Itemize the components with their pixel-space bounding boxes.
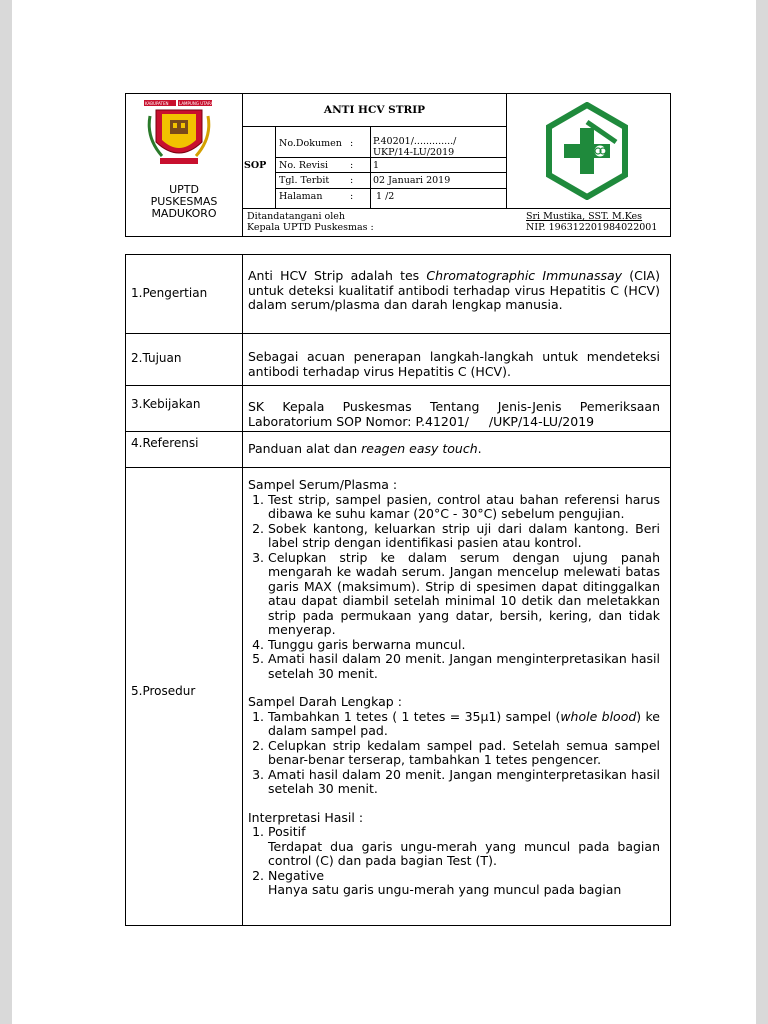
signer-name: Sri Mustika, SST. M.Kes <box>526 211 643 222</box>
interp-list <box>248 825 660 898</box>
sop-header-table <box>125 93 671 237</box>
document-title: ANTI HCV STRIP <box>323 104 426 116</box>
meta-sep-revisi: : <box>350 160 354 171</box>
serum-steps <box>248 493 660 682</box>
blood-steps <box>248 710 660 797</box>
interp-name: 2. Negative <box>268 867 325 883</box>
signed-by-line1: Ditandatangani oleh <box>247 211 346 222</box>
label-referensi: 4.Referensi <box>131 436 199 450</box>
serum-step: 2. Sobek kantong, keluarkan strip uji dari dalam kantong. Beri label strip dengan identifikasi pasien atau kontrol. <box>268 522 660 551</box>
serum-step: 5. Amati hasil dalam 20 menit. Jangan menginterpretasikan hasil setelah 30 menit. <box>268 652 660 681</box>
label-prosedur: 5.Prosedur <box>131 684 196 698</box>
signed-by-line2: Kepala UPTD Puskesmas : <box>247 222 374 233</box>
sop-content-table <box>125 254 671 926</box>
blood-title: Sampel Darah Lengkap : <box>248 694 402 709</box>
meta-label-terbit: Tgl. Terbit <box>279 175 330 186</box>
meta-value-halaman: 1 /2 <box>373 191 395 202</box>
org-name-line1: UPTD <box>169 183 199 196</box>
interp-name: 1. Positif <box>268 824 306 839</box>
org-name-line2: PUSKESMAS <box>150 195 218 208</box>
meta-sep-terbit: : <box>350 175 354 186</box>
serum-step: 4. Tunggu garis berwarna muncul. <box>268 638 660 653</box>
text-tujuan: Sebagai acuan penerapan langkah-langkah untuk mendeteksi antibodi terhadap virus Hepatitis C (HCV). <box>248 349 660 379</box>
interp-title: Interpretasi Hasil : <box>248 809 364 825</box>
text-referensi: Panduan alat dan reagen easy touch. <box>248 441 482 456</box>
serum-title: Sampel Serum/Plasma : <box>248 477 398 492</box>
blood-step: 2. Celupkan strip kedalam sampel pad. Setelah semua sampel benar-benar terserap, tambahkan 1 tetes pengencer. <box>268 739 660 768</box>
district-emblem-logo <box>142 98 216 170</box>
meta-label-dokumen: No.Dokumen <box>279 138 342 149</box>
label-tujuan: 2.Tujuan <box>131 351 182 365</box>
svg-text:KABUPATEN: KABUPATEN <box>145 101 169 106</box>
serum-step: 3. Celupkan strip ke dalam serum dengan ujung panah mengarah ke wadah serum. Jangan mencelup melewati batas garis MAX (maksimum). Strip di spesimen dapat ditinggalkan atau dapat diambil setelah minimal 10 detik dan meletakkan strip pada permukaan yang datar, bersih, kering, dan tidak menyerap. <box>268 551 660 638</box>
meta-label-halaman: Halaman <box>279 191 323 202</box>
meta-label-revisi: No. Revisi <box>279 160 328 171</box>
text-pengertian: Anti HCV Strip adalah tes Chromatographic Immunassay (CIA) untuk deteksi kualitatif antibodi terhadap virus Hepatitis C (HCV) dalam serum/plasma dan darah lengkap manusia. <box>248 268 660 312</box>
serum-step: 1. Test strip, sampel pasien, control atau bahan referensi harus dibawa ke suhu kamar (20°C - 30°C) sebelum pengujian. <box>268 493 660 522</box>
interp-item <box>268 825 660 869</box>
blood-step: 3. Amati hasil dalam 20 menit. Jangan menginterpretasikan hasil setelah 30 menit. <box>268 768 660 797</box>
org-name-line3: MADUKORO <box>151 207 217 220</box>
meta-value-terbit: 02 Januari 2019 <box>373 175 451 186</box>
interp-item <box>268 869 660 898</box>
signer-nip: NIP. 196312201984022001 <box>526 222 658 233</box>
interp-desc: Hanya satu garis ungu-merah yang muncul pada bagian <box>268 882 622 897</box>
meta-sep-halaman: : <box>350 191 354 202</box>
puskesmas-logo <box>544 102 630 200</box>
meta-value-revisi: 1 <box>373 160 380 171</box>
interp-desc: Terdapat dua garis ungu-merah yang muncul pada bagian control (C) dan pada bagian Test (T). <box>268 838 660 868</box>
meta-sep-dokumen: : <box>350 138 354 149</box>
blood-step: 1. Tambahkan 1 tetes ( 1 tetes = 35µ1) sampel (whole blood) ke dalam sampel pad. <box>268 710 660 739</box>
svg-text:LAMPUNG UTARA: LAMPUNG UTARA <box>179 101 214 106</box>
meta-value-dokumen: P.40201/............./ UKP/14-LU/2019 <box>373 136 457 158</box>
sop-label: SOP <box>244 160 267 171</box>
label-pengertian: 1.Pengertian <box>131 286 208 300</box>
text-prosedur <box>248 478 660 898</box>
label-kebijakan: 3.Kebijakan <box>131 397 201 411</box>
text-kebijakan: SK Kepala Puskesmas Tentang Jenis-Jenis Pemeriksaan Laboratorium SOP Nomor: P.41201/ /UKP/14-LU/2019 <box>248 399 664 429</box>
